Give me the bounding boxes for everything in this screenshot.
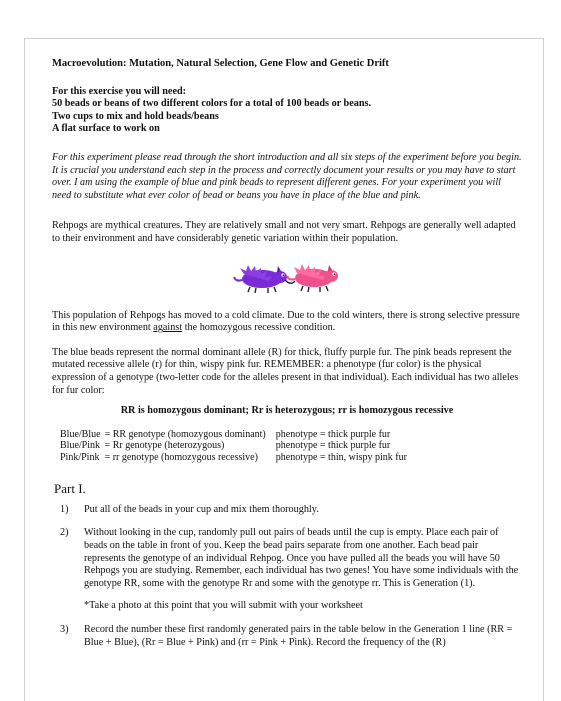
phenotype-desc: phenotype = thin, wispy pink fur — [275, 451, 407, 463]
rehpog-illustration — [52, 260, 522, 296]
list-item — [52, 504, 522, 517]
step-number: 3) — [60, 623, 69, 635]
bead-pair: Blue/Pink — [60, 440, 101, 452]
bead-pair: Blue/Blue — [60, 428, 101, 440]
step-number: 1) — [60, 503, 69, 515]
phenotype-desc: phenotype = thick purple fur — [275, 428, 391, 440]
table-row — [60, 440, 411, 452]
bead-pair: Pink/Pink — [60, 451, 100, 463]
materials-list — [52, 86, 522, 136]
genotype-desc: = rr genotype (homozygous recessive) — [104, 451, 258, 463]
part-heading: Part I. — [54, 481, 86, 497]
materials-item: A flat surface to work on — [52, 123, 160, 135]
rehpogs-paragraph: Rehpogs are mythical creatures. They are relatively small and not very smart. Rehpogs are generally well adapted to their environment and have considerably genetic variation within their population. — [52, 220, 516, 244]
against-underlined: against — [153, 322, 183, 334]
list-item — [52, 527, 522, 613]
worksheet-content — [52, 58, 522, 660]
pink-rehpog — [287, 264, 338, 292]
genotype-table — [60, 429, 411, 464]
step-text: Record the number these first randomly generated pairs in the table below in the Generation 1 line (RR = Blue + Blue), (Rr = Blue + Pink) and (rr = Pink + Pink). Record the frequency of the (R) — [84, 623, 513, 648]
step-number: 2) — [60, 527, 69, 539]
step-text: Without looking in the cup, randomly pull out pairs of beads until the cup is empty. Place each pair of beads on the table in front of you. Keep the bead pairs separate from one another. Each bead pair represents the genotype of an individual Rehpog. Once you have pulled all the beads you will have 50 Rehpogs you are studying. Remember, each individual has two genes! You have some individuals with the genotype RR, some with the genotype Rr and some with the genotype rr. This is Generation (1). — [84, 527, 519, 589]
step-text: Put all of the beads in your cup and mix them thoroughly. — [84, 503, 319, 515]
genotype-desc: = Rr genotype (heterozygous) — [104, 440, 225, 452]
phenotype-desc: phenotype = thick purple fur — [275, 440, 391, 452]
materials-item: Two cups to mix and hold beads/beans — [52, 110, 219, 122]
table-row — [60, 429, 411, 441]
materials-item: 50 beads or beans of two different colors for a total of 100 beads or beans. — [52, 98, 372, 110]
instructions-paragraph: For this experiment please read through the short introduction and all six steps of the experiment before you begin. It is crucial you understand each step in the process and correctly document your results or you may have to start over. I am using the example of blue and pink beads to represent different genes. For your experiment you will need to substitute what ever color of bead or beans you have in place of the blue and pink. — [52, 151, 522, 201]
steps-list — [52, 504, 522, 649]
genotype-desc: = RR genotype (homozygous dominant) — [104, 428, 266, 440]
table-row — [60, 452, 411, 464]
step-text-block — [84, 527, 522, 613]
document-title: Macroevolution: Mutation, Natural Selection, Gene Flow and Genetic Drift — [52, 58, 389, 69]
photo-note: *Take a photo at this point that you will submit with your worksheet — [84, 600, 363, 612]
climate-paragraph: This population of Rehpogs has moved to a cold climate. Due to the cold winters, there is strong selective pressure in this new environment against the homozygous recessive condition. — [52, 309, 520, 334]
genotype-summary: RR is homozygous dominant; Rr is heterozygous; rr is homozygous recessive — [120, 405, 454, 417]
beads-paragraph: The blue beads represent the normal dominant allele (R) for thick, fluffy purple fur. The pink beads represent the mutated recessive allele (r) for thin, wispy pink fur. REMEMBER: a phenotype (fur color) is the physical expression of a genotype (two-letter code for the alleles present in that individual). Each individual has two alleles for fur color: — [52, 346, 519, 396]
list-item — [52, 624, 522, 649]
materials-heading: For this exercise you will need: — [52, 85, 187, 97]
purple-rehpog — [234, 265, 295, 293]
rehpog-creatures-image — [232, 260, 342, 296]
